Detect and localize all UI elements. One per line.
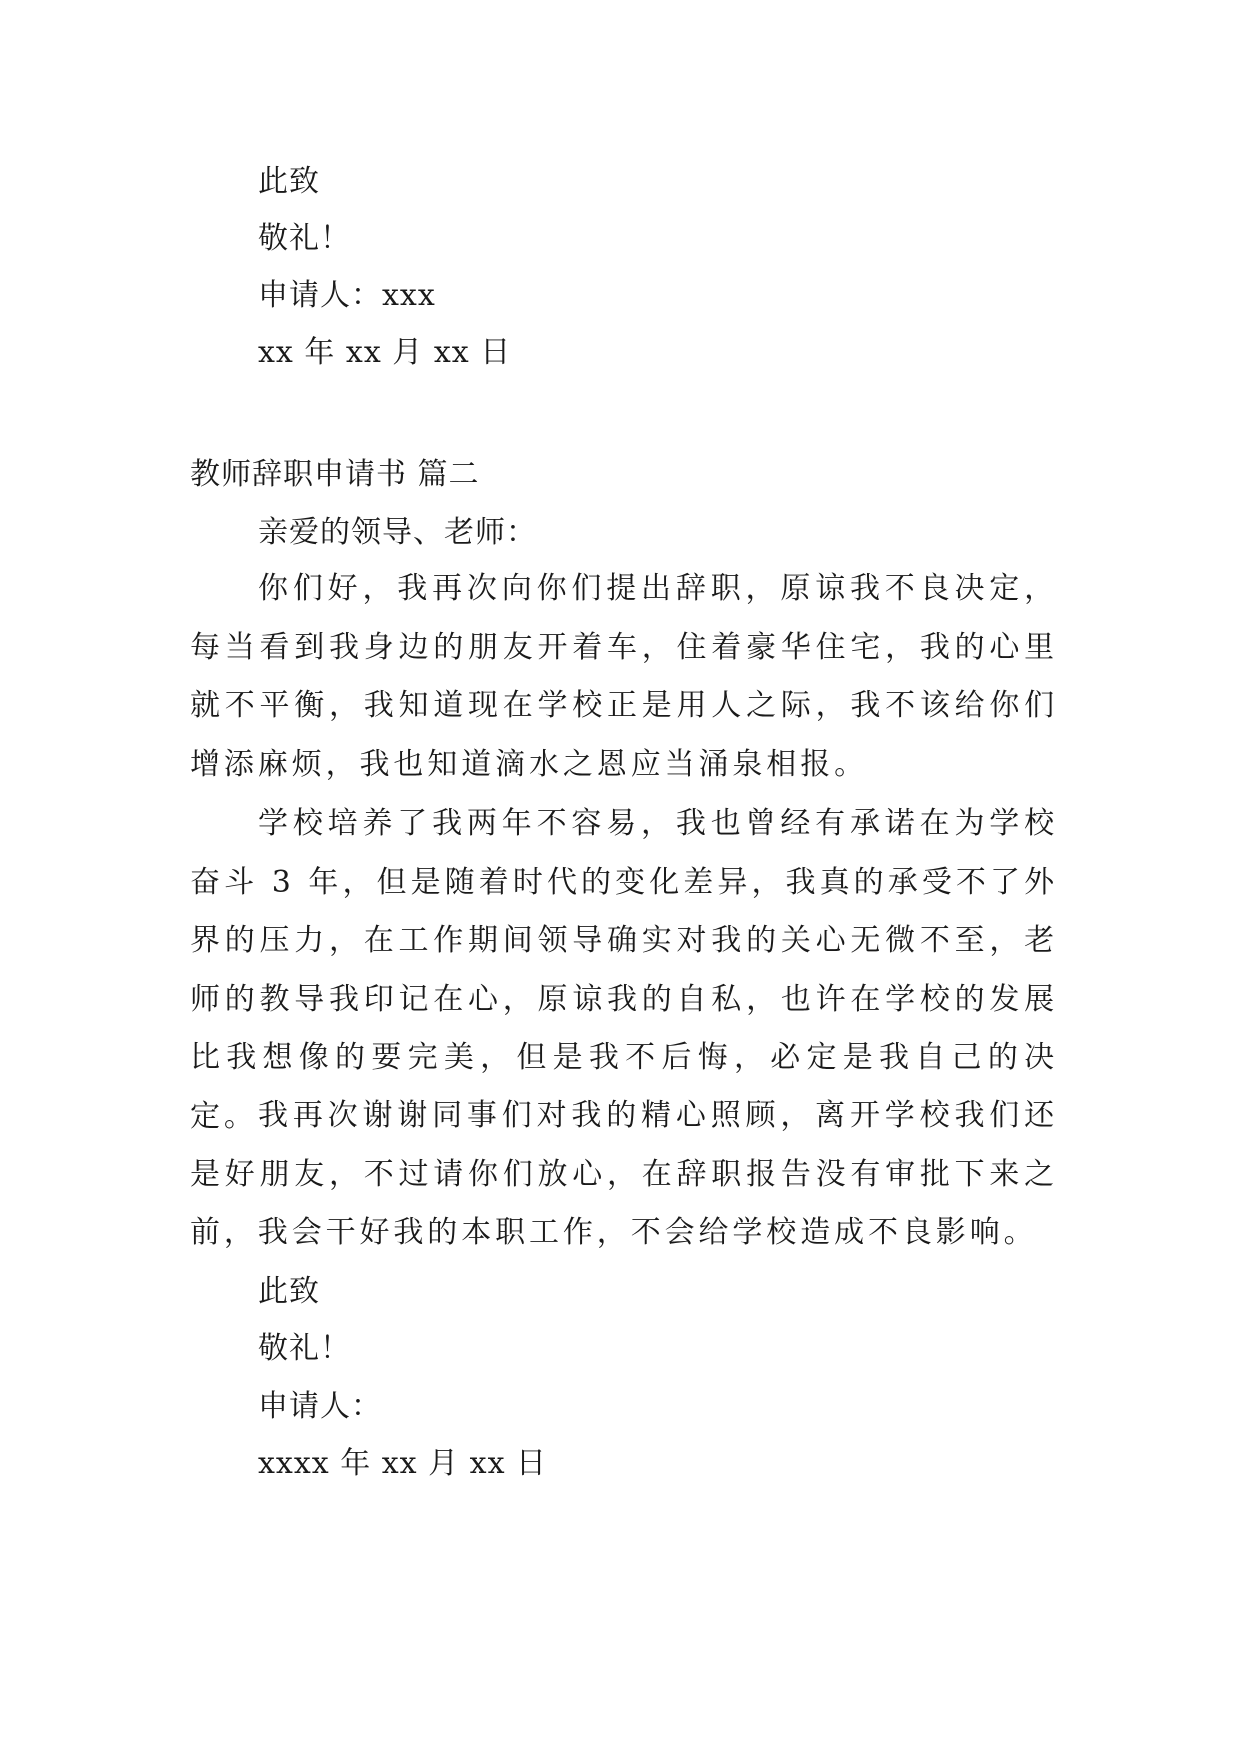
section-heading: 教师辞职申请书 篇二 <box>190 457 480 492</box>
body-paragraph: 学校培养了我两年不容易，我也曾经有承诺在为学校奋斗 3 年，但是随着时代的变化差异，我真的承受不了外界的压力，在工作期间领导确实对我的关心无微不至，老师的教导我印记在心，原谅我的自私，也许在学校的发展比我想像的要完美，但是我不后悔，必定是我自己的决定。 <box>190 806 1058 1134</box>
applicant-line: 申请人：xxx <box>258 278 436 313</box>
closing-text: 此致 <box>258 164 320 199</box>
salute-text: 敬礼！ <box>258 221 351 256</box>
date-line: xx 年 xx 月 xx 日 <box>258 335 512 370</box>
salute-text: 敬礼！ <box>258 1331 351 1366</box>
date-line: xxxx 年 xx 月 xx 日 <box>258 1446 548 1481</box>
greeting-text: 亲爱的领导、老师： <box>258 515 537 550</box>
body-paragraph: 你们好，我再次向你们提出辞职，原谅我不良决定，每当看到我身边的朋友开着车，住着豪华住宅，我的心里就不平衡，我知道现在学校正是用人之际，我不该给你们增添麻烦，我也知道滴水之恩应当涌泉相报。 <box>190 571 1058 782</box>
applicant-line: 申请人： <box>258 1389 382 1424</box>
body-paragraph: 我再次谢谢同事们对我的精心照顾，离开学校我们还是好朋友，不过请你们放心，在辞职报告没有审批下来之前，我会干好我的本职工作，不会给学校造成不良影响。 <box>190 1098 1058 1250</box>
closing-text: 此致 <box>258 1274 320 1309</box>
